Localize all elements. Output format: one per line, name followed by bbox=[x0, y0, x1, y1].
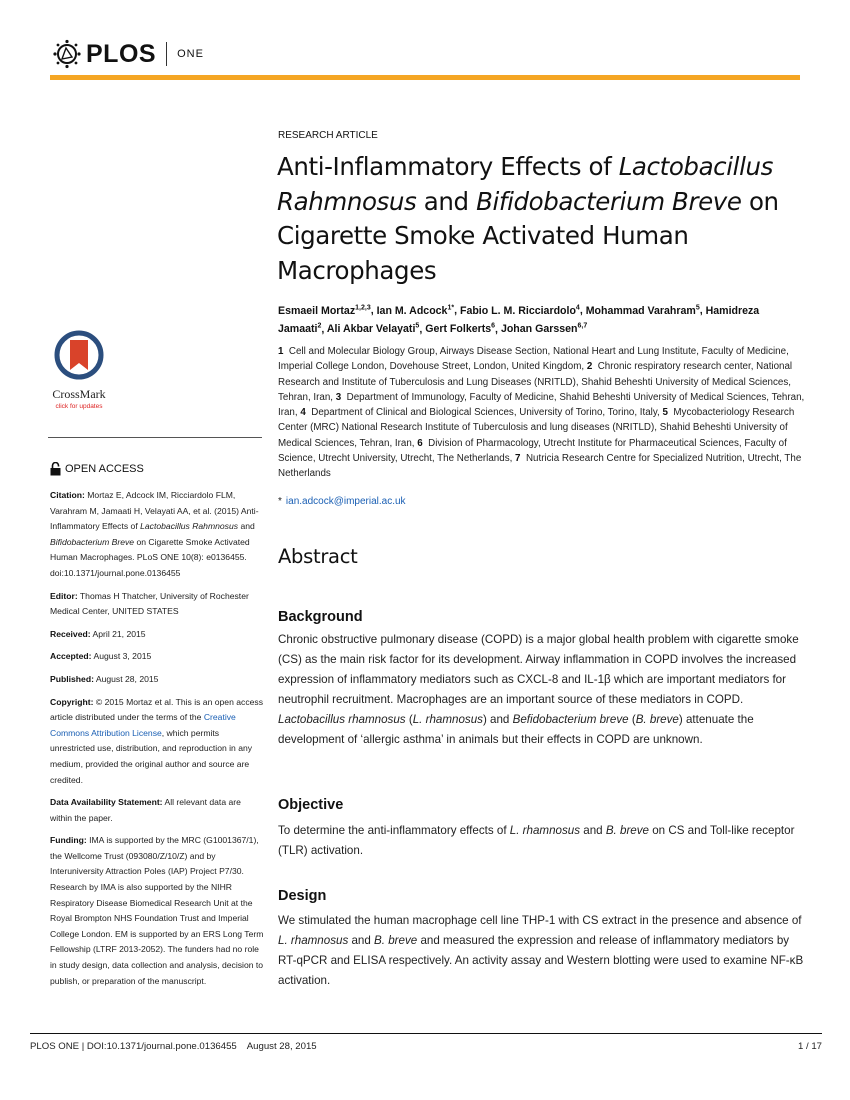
abstract-heading: Abstract bbox=[278, 545, 358, 568]
affiliations bbox=[278, 344, 808, 482]
article-title: Anti-Inflammatory Effects of Lactobacillus Rahmnosus and Bifidobacterium Breve on Cigarette Smoke Activated Human Macrophages bbox=[277, 152, 779, 285]
page-number: 1 / 17 bbox=[797, 1041, 822, 1052]
author: Ian M. Adcock$^{1*}$ bbox=[376, 304, 455, 317]
crossmark-title: CrossMark bbox=[52, 387, 106, 401]
objective-heading: Objective bbox=[278, 797, 344, 813]
affiliation: 3 Department of Immunology, Faculty of Medicine, Shahid Beheshti University of Medical Sciences, Tehran, Iran, bbox=[278, 391, 805, 419]
objective-text: To determine the anti-inflammatory effects of L. rhamnosus and B. breve on CS and Toll-like receptor (TLR) activation. bbox=[278, 824, 795, 857]
published-date: Published: August 28, 2015 bbox=[50, 673, 159, 684]
crossmark-icon bbox=[54, 330, 104, 380]
open-access-label: OPEN ACCESS bbox=[65, 463, 144, 475]
corresponding-author bbox=[278, 496, 406, 507]
corresponding-marker: * bbox=[278, 496, 282, 507]
citation-label: Citation: bbox=[50, 490, 85, 500]
accepted-date: Accepted: August 3, 2015 bbox=[50, 651, 152, 662]
unlocked-padlock-icon bbox=[50, 462, 61, 476]
footer-divider bbox=[30, 1033, 822, 1034]
data-availability: Data Availability Statement: All relevant data are within the paper. bbox=[50, 797, 241, 823]
received-date: Received: April 21, 2015 bbox=[50, 628, 146, 639]
citation: Citation: Mortaz E, Adcock IM, Ricciardolo FLM, Varahram M, Jamaati H, Velayati AA, et al. (2015) Anti-Inflammatory Effects of Lactobacillus Rahmnosus and Bifidobacterium Breve on Cigarette Smoke Activated Human Macrophages. PLoS ONE 10(8): e0136455. doi:10.1371/journal.pone.0136455 bbox=[50, 490, 259, 578]
editor-value: Thomas H Thatcher, University of Rochester Medical Center, UNITED STATES bbox=[50, 590, 249, 617]
journal-subname: ONE bbox=[177, 48, 204, 60]
author-list: Esmaeil Mortaz$^{1,2,3}$, Ian M. Adcock$^{1*}$, Fabio L. M. Ricciardolo$^4$, Mohammad Varahram$^5$, Hamidreza Jamaati$^2$, Ali Akbar Velayati$^5$, Gert Folkerts$^6$, Johan Garssen$^{6,7}$ bbox=[278, 304, 760, 336]
footer-date: August 28, 2015 bbox=[246, 1041, 317, 1052]
background-heading: Background bbox=[278, 609, 363, 625]
affiliation: 1 Cell and Molecular Biology Group, Airways Disease Section, National Heart and Lung Institute, Faculty of Medicine, Imperial College London, Dovehouse Street, London, United Kingdom, bbox=[278, 346, 789, 373]
corresponding-email-link[interactable]: ian.adcock@imperial.ac.uk bbox=[285, 496, 406, 507]
author: Esmaeil Mortaz$^{1,2,3}$ bbox=[278, 304, 371, 317]
author: Fabio L. M. Ricciardolo$^4$ bbox=[459, 304, 580, 317]
crossmark-subtitle: click for updates bbox=[55, 403, 103, 410]
author: Gert Folkerts$^6$ bbox=[425, 322, 496, 336]
design-heading: Design bbox=[278, 888, 327, 904]
affiliation: 4 Department of Clinical and Biological Sciences, University of Torino, Torino, Italy, bbox=[300, 407, 660, 419]
header-accent-bar bbox=[50, 75, 800, 80]
author: Hamidreza Jamaati$^2$ bbox=[278, 304, 760, 336]
editor bbox=[50, 589, 264, 620]
article-type: RESEARCH ARTICLE bbox=[278, 130, 378, 141]
plos-globe-icon bbox=[52, 39, 82, 69]
background-text: Chronic obstructive pulmonary disease (COPD) is a major global health problem with cigarette smoke (CS) as the main risk factor for its development. Airway inflammation in COPD involves the increased expression of inflammatory mediators such as CXCL-8 and IL-1β which are important mediators for neutrophil recruitment. Macrophages are an important source of these mediators in COPD. Lactobacillus rhamnosus (L. rhamnosus) and Befidobacterium breve (B. breve) attenuate the development of ‘allergic asthma’ in animals but their effects in COPD are unknown. bbox=[278, 633, 799, 746]
license-link[interactable]: Creative Commons Attribution License bbox=[50, 712, 236, 738]
funding: Funding: IMA is supported by the MRC (G1001367/1), the Wellcome Trust (093080/Z/10/Z) and by Interuniversity Attraction Poles (IAP) Project P7/30. Research by IMA is also supported by the NIHR Respiratory Disease Biomedical Research Unit at the Royal Brompton NHS Foundation Trust and Imperial College London. EM is supported by an ERS Long Term Fellowship (LTRF 2013-2052). The funders had no role in study design, data collection and analysis, decision to publish, or preparation of the manuscript. bbox=[50, 835, 264, 986]
article-info-sidebar bbox=[50, 488, 264, 996]
affiliation: 6 Division of Pharmacology, Utrecht Institute for Pharmaceutical Sciences, Faculty of Science, Utrecht University, Utrecht, The Netherlands, bbox=[278, 437, 787, 465]
journal-name: PLOS bbox=[86, 39, 157, 68]
affiliation: 5 Mycobacteriology Research Center (MRC) National Research Institute of Tuberculosis and lung diseases (NRITLD), Shahid Beheshti University of Medical Sciences, Tehran, Iran, bbox=[278, 407, 795, 449]
sidebar-divider bbox=[48, 437, 262, 438]
copyright: Copyright: © 2015 Mortaz et al. This is an open access article distributed under the terms of the Creative Commons Attribution License, which permits unrestricted use, distribution, and reproduction in any medium, provided the original author and source are credited. bbox=[50, 696, 263, 785]
editor-label: Editor: bbox=[50, 590, 78, 601]
design-text: We stimulated the human macrophage cell line THP-1 with CS extract in the presence and absence of L. rhamnosus and B. breve and measured the expression and release of inflammatory mediators by RT-qPCR and ELISA respectively. An activity assay and Western blotting were used to examine NF-κB activation. bbox=[278, 914, 804, 987]
author: Mohammad Varahram$^5$ bbox=[585, 304, 700, 317]
affiliation: 2 Chronic respiratory research center, National Research and Institute of Tuberculosis and Lung Diseases (NRITLD), Shahid Beheshti University of Medical Sciences, Tehran, Iran, bbox=[278, 361, 793, 403]
footer-citation bbox=[30, 1041, 317, 1052]
logo-divider bbox=[166, 42, 167, 66]
crossmark-badge[interactable] bbox=[48, 330, 110, 410]
author: Johan Garssen$^{6,7}$ bbox=[500, 322, 588, 336]
open-access-badge bbox=[50, 462, 144, 476]
plos-one-logo[interactable] bbox=[52, 38, 204, 70]
affiliation: 7 Nutricia Research Centre for Specialized Nutrition, Utrecht, The Netherlands bbox=[278, 453, 802, 480]
author: Ali Akbar Velayati$^5$ bbox=[326, 322, 420, 336]
footer-journal-doi: PLOS ONE | DOI:10.1371/journal.pone.0136455 bbox=[30, 1041, 237, 1052]
